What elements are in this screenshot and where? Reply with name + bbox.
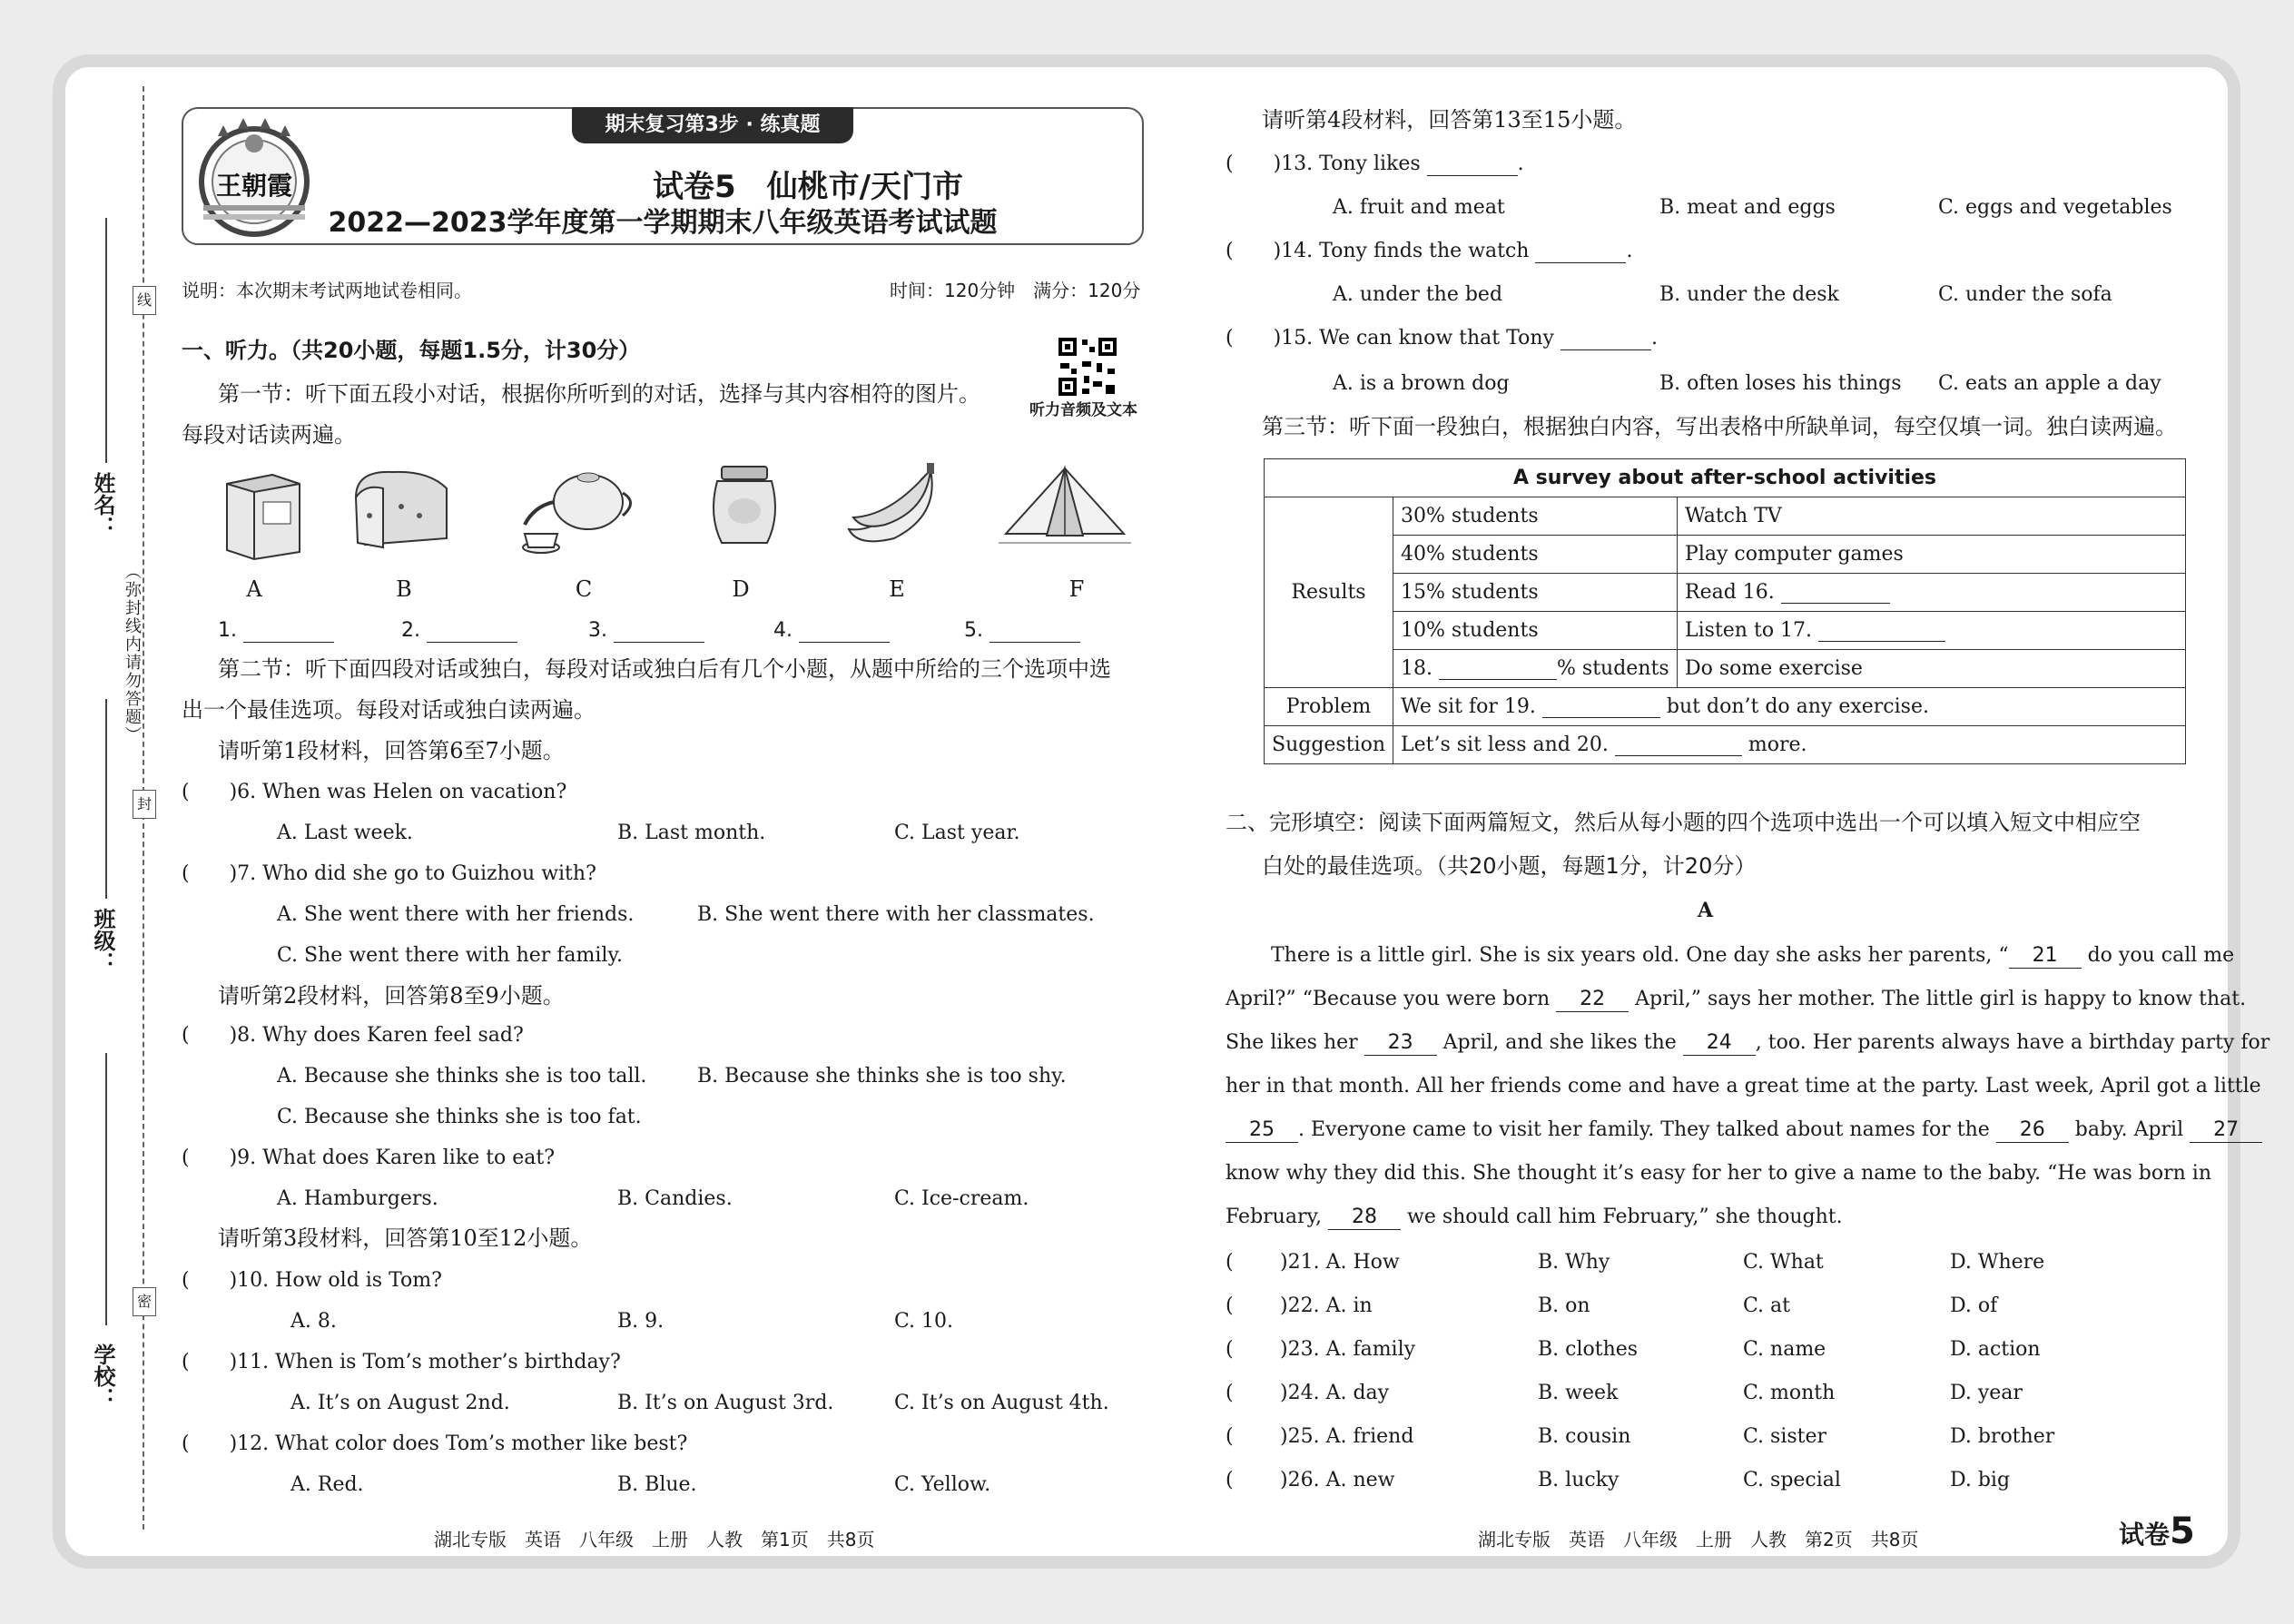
question-9: ( )9. What does Karen like to eat? xyxy=(182,1147,556,1169)
q12-option-b[interactable]: B. Blue. xyxy=(617,1473,697,1496)
seal-box-secret: 密 xyxy=(133,1287,156,1316)
paper-number-badge: 试卷5 xyxy=(2119,1511,2195,1552)
answer-blank-3: 3. xyxy=(588,619,704,643)
picture-label-c: C xyxy=(575,576,593,602)
blank-20[interactable] xyxy=(1615,735,1742,756)
question-14: ( )14. Tony finds the watch . xyxy=(1226,240,1633,262)
q11-option-b[interactable]: B. It’s on August 3rd. xyxy=(617,1392,834,1414)
part2-title-1: 二、完形填空：阅读下面两篇短文，然后从每小题的四个选项中选出一个可以填入短文中相应空 xyxy=(1226,810,2141,835)
picture-label-e: E xyxy=(889,576,905,602)
q7-option-b[interactable]: B. She went there with her classmates. xyxy=(697,903,1095,926)
class-label: 班级： xyxy=(90,908,115,973)
question-6: ( )6. When was Helen on vacation? xyxy=(182,781,567,803)
passage-line-4: her in that month. All her friends come and have a great time at the party. Last week, April got a little xyxy=(1226,1075,2261,1097)
footer-left: 湖北专版 英语 八年级 上册 人教 第1页 共8页 xyxy=(434,1529,875,1550)
q13-option-c[interactable]: C. eggs and vegetables xyxy=(1938,196,2172,219)
question-13: ( )13. Tony likes . xyxy=(1226,153,1524,175)
picture-tent xyxy=(997,461,1133,552)
q12-option-a[interactable]: A. Red. xyxy=(290,1473,364,1496)
svg-text:王朝霞: 王朝霞 xyxy=(215,171,293,201)
q11-option-a[interactable]: A. It’s on August 2nd. xyxy=(290,1392,510,1414)
header-tab: 期末复习第3步 · 练真题 xyxy=(572,107,853,143)
q15-option-c[interactable]: C. eats an apple a day xyxy=(1938,372,2161,395)
material-4-note: 请听第4段材料，回答第13至15小题。 xyxy=(1262,107,1637,133)
q10-option-c[interactable]: C. 10. xyxy=(894,1310,954,1333)
q7-option-c[interactable]: C. She went there with her family. xyxy=(277,944,623,967)
name-line xyxy=(105,218,107,463)
exam-title: 试卷5 仙桃市/天门市 xyxy=(652,169,964,205)
picture-bananas xyxy=(840,461,949,552)
blank-19[interactable] xyxy=(1542,697,1660,718)
passage-label: A xyxy=(1698,899,1714,922)
school-label: 学校： xyxy=(90,1343,115,1409)
exam-subtitle: 2022—2023学年度第一学期期末八年级英语考试试题 xyxy=(328,207,998,239)
q9-option-c[interactable]: C. Ice-cream. xyxy=(894,1187,1029,1210)
q8-option-a[interactable]: A. Because she thinks she is too tall. xyxy=(277,1065,647,1088)
q6-option-c[interactable]: C. Last year. xyxy=(894,822,1020,844)
q15-option-b[interactable]: B. often loses his things xyxy=(1659,372,1902,395)
passage-line-6: know why they did this. She thought it’s easy for her to give a name to the baby. “He was born in xyxy=(1226,1162,2211,1185)
suggestion-label: Suggestion xyxy=(1265,726,1393,764)
school-line xyxy=(105,1053,107,1325)
exam-note: 说明：本次期末考试两地试卷相同。 xyxy=(182,280,472,301)
material-3-note: 请听第3段材料，回答第10至12小题。 xyxy=(218,1225,593,1251)
seal-box-seal: 封 xyxy=(133,790,156,819)
picture-label-d: D xyxy=(732,576,750,602)
picture-label-f: F xyxy=(1068,576,1085,602)
name-label: 姓名： xyxy=(90,472,115,537)
problem-label: Problem xyxy=(1265,688,1393,726)
picture-label-b: B xyxy=(396,576,412,602)
survey-title: A survey about after-school activities xyxy=(1265,459,2186,497)
question-15: ( )15. We can know that Tony . xyxy=(1226,327,1658,349)
results-label: Results xyxy=(1265,497,1393,688)
q11-option-c[interactable]: C. It’s on August 4th. xyxy=(894,1392,1109,1414)
q9-option-a[interactable]: A. Hamburgers. xyxy=(277,1187,438,1210)
q7-option-a[interactable]: A. She went there with her friends. xyxy=(277,903,635,926)
q10-option-a[interactable]: A. 8. xyxy=(290,1310,337,1333)
question-11: ( )11. When is Tom’s mother’s birthday? xyxy=(182,1351,621,1373)
seal-box-line: 线 xyxy=(133,286,156,315)
blank-18[interactable] xyxy=(1439,659,1557,680)
picture-honey-jar xyxy=(704,461,785,552)
q14-option-c[interactable]: C. under the sofa xyxy=(1938,283,2112,306)
class-line xyxy=(105,699,107,899)
q14-option-b[interactable]: B. under the desk xyxy=(1659,283,1839,306)
footer-right: 湖北专版 英语 八年级 上册 人教 第2页 共8页 xyxy=(1478,1529,1919,1550)
sec3-instruction: 第三节：听下面一段独白，根据独白内容，写出表格中所缺单词，每空仅填一词。独白读两遍。 xyxy=(1262,414,2177,439)
q6-option-b[interactable]: B. Last month. xyxy=(617,822,766,844)
q13-option-a[interactable]: A. fruit and meat xyxy=(1333,196,1505,219)
qr-caption: 听力音频及文本 xyxy=(1029,401,1137,419)
question-10: ( )10. How old is Tom? xyxy=(182,1269,442,1292)
picture-bread xyxy=(347,461,456,552)
sec2-instruction-1: 第二节：听下面四段对话或独白，每段对话或独白后有几个小题，从题中所给的三个选项中选 xyxy=(218,656,1111,682)
passage-line-7: February, 28 we should call him February,” she thought. xyxy=(1226,1206,1843,1230)
q6-option-a[interactable]: A. Last week. xyxy=(277,822,413,844)
answer-blank-5: 5. xyxy=(964,619,1080,643)
q13-option-b[interactable]: B. meat and eggs xyxy=(1659,196,1836,219)
sec1-instruction-2: 每段对话读两遍。 xyxy=(182,422,356,448)
question-7: ( )7. Who did she go to Guizhou with? xyxy=(182,862,596,885)
q8-option-c[interactable]: C. Because she thinks she is too fat. xyxy=(277,1106,642,1128)
part2-title-2: 白处的最佳选项。（共20小题，每题1分，计20分） xyxy=(1262,853,1757,879)
q12-option-c[interactable]: C. Yellow. xyxy=(894,1473,991,1496)
q14-option-a[interactable]: A. under the bed xyxy=(1333,283,1503,306)
answer-blank-2: 2. xyxy=(401,619,517,643)
qr-code[interactable] xyxy=(1057,336,1118,398)
material-2-note: 请听第2段材料，回答第8至9小题。 xyxy=(218,983,565,1009)
answer-blank-4: 4. xyxy=(773,619,890,643)
passage-line-2: April?” “Because you were born 22 April,” says her mother. The little girl is happy to know that. xyxy=(1226,988,2246,1012)
sec1-instruction-1: 第一节：听下面五段小对话，根据你所听到的对话，选择与其内容相符的图片。 xyxy=(218,381,980,407)
q10-option-b[interactable]: B. 9. xyxy=(617,1310,665,1333)
passage-line-1: There is a little girl. She is six years old. One day she asks her parents, “ 21 do you call me xyxy=(1271,944,2234,969)
question-8: ( )8. Why does Karen feel sad? xyxy=(182,1024,524,1047)
question-12: ( )12. What color does Tom’s mother like best? xyxy=(182,1432,688,1455)
blank-17[interactable] xyxy=(1818,621,1945,642)
answer-blank-1: 1. xyxy=(218,619,334,643)
picture-milk-box xyxy=(218,461,309,561)
q8-option-b[interactable]: B. Because she thinks she is too shy. xyxy=(697,1065,1067,1088)
part1-title: 一、听力。（共20小题，每题1.5分，计30分） xyxy=(182,338,641,363)
q9-option-b[interactable]: B. Candies. xyxy=(617,1187,733,1210)
blank-16[interactable] xyxy=(1781,583,1890,604)
picture-label-a: A xyxy=(246,576,262,602)
seal-notice: （弥封线内请勿答题） xyxy=(123,563,142,744)
exam-time: 时间：120分钟 满分：120分 xyxy=(890,280,1141,301)
passage-line-3: She likes her 23 April, and she likes the 24 , too. Her parents always have a birthday party for xyxy=(1226,1031,2269,1056)
picture-teapot xyxy=(516,461,643,561)
material-1-note: 请听第1段材料，回答第6至7小题。 xyxy=(218,738,565,763)
passage-line-5: 25 . Everyone came to visit her family. They talked about names for the 26 baby. April 27 xyxy=(1226,1118,2262,1143)
q15-option-a[interactable]: A. is a brown dog xyxy=(1333,372,1510,395)
sec2-instruction-2: 出一个最佳选项。每段对话或独白读两遍。 xyxy=(182,697,596,723)
survey-table: A survey about after-school activities Results 30% students Watch TV 40% students Play computer games 15% students Read 16. 10% students Listen to 17. 18. % students Do some exercise Problem We sit for 19. but don’t do any exercise. Suggestion Let’s sit less and 20. more. xyxy=(1264,458,2186,764)
